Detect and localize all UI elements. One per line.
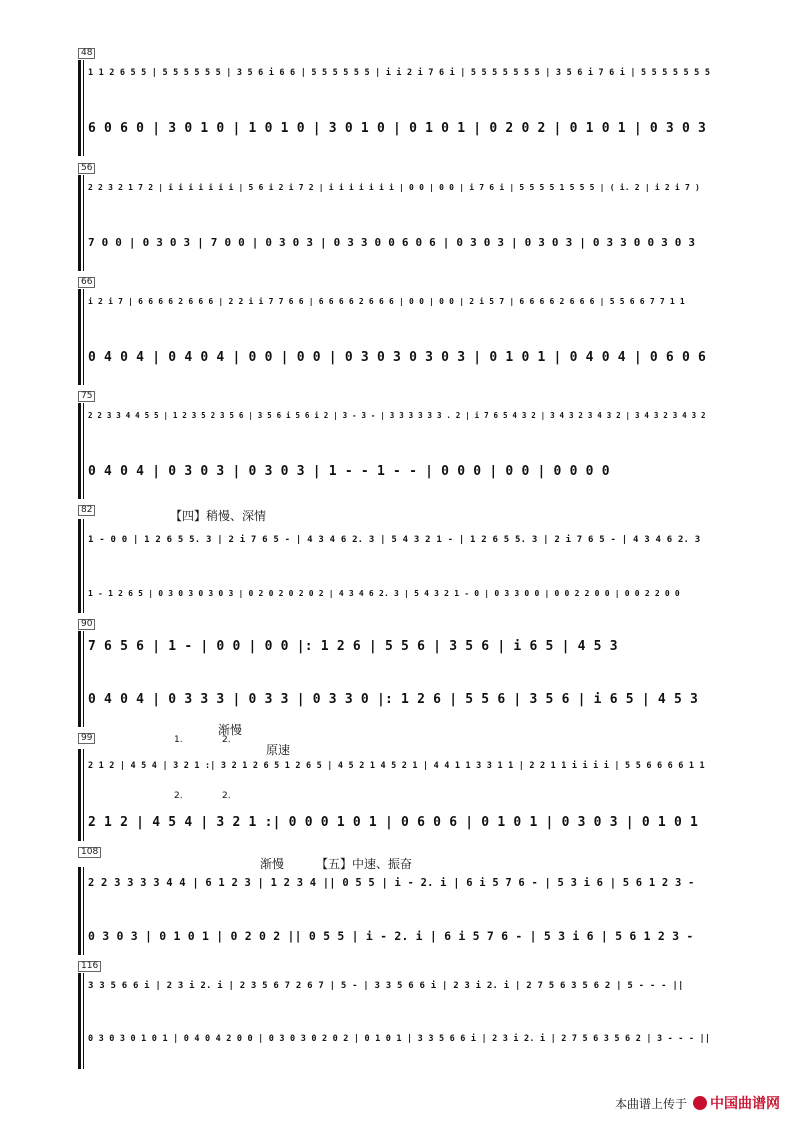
lower-part-notation: 0 3 0 3 | 0 1 0 1 | 0 2 0 2 || 0 5 5 | i - 2. i | 6 i 5 7 6 - | 5 3 i 6 | 5 6 1 2 3 - <box>88 929 694 943</box>
upper-part-notation: 2 2 3 3 3 3 4 4 | 6 1 2 3 | 1 2 3 4 || 0 5 5 | i - 2. i | 6 i 5 7 6 - | 5 3 i 6 | 5 6 1 2 3 - <box>88 877 695 889</box>
system-bracket-line <box>83 749 84 841</box>
measure-number: 75 <box>78 391 95 402</box>
system-bracket-line <box>83 60 84 156</box>
lower-part-notation: 0 3 0 3 0 1 0 1 | 0 4 0 4 2 0 0 | 0 3 0 3 0 2 0 2 | 0 1 0 1 | 3 3 5 6 6 i | 2 3 i 2. i | 2 7 5 6 3 5 6 2 | 3 - - - || <box>88 1034 711 1044</box>
score-system-9 <box>78 961 714 1071</box>
measure-number: 48 <box>78 48 95 59</box>
section-heading: 【四】稍慢、深情 <box>170 509 267 523</box>
score-system-6 <box>78 619 714 729</box>
logo-icon <box>693 1096 707 1110</box>
system-brace <box>78 289 81 385</box>
section-heading: 【五】中速、振奋 <box>316 857 413 871</box>
measure-number: 90 <box>78 619 95 630</box>
volta-ending-1: 1. <box>174 735 183 745</box>
system-bracket-line <box>83 973 84 1069</box>
measure-number: 66 <box>78 277 95 288</box>
measure-number: 116 <box>78 961 101 972</box>
lower-part-notation: 6 0 6 0 | 3 0 1 0 | 1 0 1 0 | 3 0 1 0 | 0 1 0 1 | 0 2 0 2 | 0 1 0 1 | 0 3 0 3 <box>88 121 707 136</box>
score-system-5 <box>78 505 714 615</box>
tempo-marking-slowing: 渐慢 <box>218 723 243 737</box>
score-system-1 <box>78 48 714 158</box>
measure-number: 82 <box>78 505 95 516</box>
system-bracket-line <box>83 631 84 727</box>
lower-part-notation: 1 - 1 2 6 5 | 0 3 0 3 0 3 0 3 | 0 2 0 2 0 2 0 2 | 4 3 4 6 2. 3 | 5 4 3 2 1 - 0 | 0 3 3 0 0 | 0 0 2 2 0 0 | 0 0 2 2 0 0 <box>88 589 680 598</box>
upper-part-notation: 2 2 3 3 4 4 5 5 | 1 2 3 5 2 3 5 6 | 3 5 6 i 5 6 i 2 | 3 - 3 - | 3 3 3 3 3 3 . 2 | i 7 6 5 4 3 2 | 3 4 3 2 3 4 3 2 | 3 4 3 2 3 4 3 2 <box>88 411 706 420</box>
upload-footer <box>615 1093 780 1113</box>
lower-part-notation: 0 4 0 4 | 0 3 3 3 | 0 3 3 | 0 3 3 0 |: 1 2 6 | 5 5 6 | 3 5 6 | i 6 5 | 4 5 3 <box>88 692 699 707</box>
score-system-3 <box>78 277 714 387</box>
system-bracket-line <box>83 519 84 613</box>
score-system-8 <box>78 847 714 957</box>
measure-number: 108 <box>78 847 101 858</box>
upper-part-notation: 7 6 5 6 | 1 - | 0 0 | 0 0 |: 1 2 6 | 5 5 6 | 3 5 6 | i 6 5 | 4 5 3 <box>88 639 618 654</box>
score-system-4 <box>78 391 714 501</box>
upper-part-notation: 2 2 3 2 1 7 2 | i i i i i i i | 5 6 i 2 i 7 2 | i i i i i i i | 0 0 | 0 0 | i 7 6 i | 5 5 5 5 1 5 5 5 | ( i. 2 | i 2 i 7 ) <box>88 183 701 192</box>
site-name: 中国曲谱网 <box>710 1096 780 1112</box>
upper-part-notation: 3 3 5 6 6 i | 2 3 i 2. i | 2 3 5 6 7 2 6 7 | 5 - | 3 3 5 6 6 i | 2 3 i 2. i | 2 7 5 6 3 5 6 2 | 5 - - - || <box>88 981 684 991</box>
upper-part-notation: 2 1 2 | 4 5 4 | 3 2 1 :| 3 2 1 2 6 5 1 2 6 5 | 4 5 2 1 4 5 2 1 | 4 4 1 1 3 3 1 1 | 2 2 1 1 i i i i | 5 5 6 6 6 6 1 1 <box>88 761 705 771</box>
system-brace <box>78 519 81 613</box>
lower-part-notation: 0 4 0 4 | 0 4 0 4 | 0 0 | 0 0 | 0 3 0 3 0 3 0 3 | 0 1 0 1 | 0 4 0 4 | 0 6 0 6 <box>88 350 707 365</box>
lower-part-notation: 0 4 0 4 | 0 3 0 3 | 0 3 0 3 | 1 - - 1 - - | 0 0 0 | 0 0 | 0 0 0 0 <box>88 464 610 479</box>
volta-ending-lower-2: 2. <box>222 791 231 801</box>
upload-caption: 本曲谱上传于 <box>614 1096 687 1111</box>
volta-ending-2: 2. <box>222 735 231 745</box>
system-bracket-line <box>83 175 84 271</box>
system-bracket-line <box>83 403 84 499</box>
volta-ending-lower-1: 2. <box>174 791 183 801</box>
measure-number: 56 <box>78 163 95 174</box>
system-brace <box>78 60 81 156</box>
system-brace <box>78 175 81 271</box>
lower-part-notation: 7 0 0 | 0 3 0 3 | 7 0 0 | 0 3 0 3 | 0 3 3 0 0 6 0 6 | 0 3 0 3 | 0 3 0 3 | 0 3 3 0 0 3 0 3 <box>88 236 696 249</box>
measure-number: 99 <box>78 733 95 744</box>
system-brace <box>78 973 81 1069</box>
score-system-2 <box>78 163 714 273</box>
lower-part-notation: 2 1 2 | 4 5 4 | 3 2 1 :| 0 0 0 1 0 1 | 0 6 0 6 | 0 1 0 1 | 0 3 0 3 | 0 1 0 1 <box>88 815 699 830</box>
system-brace <box>78 403 81 499</box>
tempo-marking-slowing: 渐慢 <box>260 857 285 871</box>
tempo-marking-original: 原速 <box>266 743 291 757</box>
system-bracket-line <box>83 289 84 385</box>
system-brace <box>78 631 81 727</box>
site-logo[interactable] <box>693 1093 780 1113</box>
system-bracket-line <box>83 867 84 955</box>
upper-part-notation: i 2 i 7 | 6 6 6 6 2 6 6 6 | 2 2 i i 7 7 6 6 | 6 6 6 6 2 6 6 6 | 0 0 | 0 0 | 2 i 5 7 | 6 6 6 6 2 6 6 6 | 5 5 6 6 7 7 1 1 <box>88 297 685 306</box>
upper-part-notation: 1 1 2 6 5 5 | 5 5 5 5 5 5 | 3 5 6 i 6 6 | 5 5 5 5 5 5 | i i 2 i 7 6 i | 5 5 5 5 5 5 5 | 3 5 6 i 7 6 i | 5 5 5 5 5 5 5 <box>88 68 711 78</box>
system-brace <box>78 867 81 955</box>
score-system-7 <box>78 723 714 843</box>
system-brace <box>78 749 81 841</box>
upper-part-notation: 1 - 0 0 | 1 2 6 5 5. 3 | 2 i 7 6 5 - | 4 3 4 6 2. 3 | 5 4 3 2 1 - | 1 2 6 5 5. 3 | 2 i 7 6 5 - | 4 3 4 6 2. 3 <box>88 535 701 545</box>
